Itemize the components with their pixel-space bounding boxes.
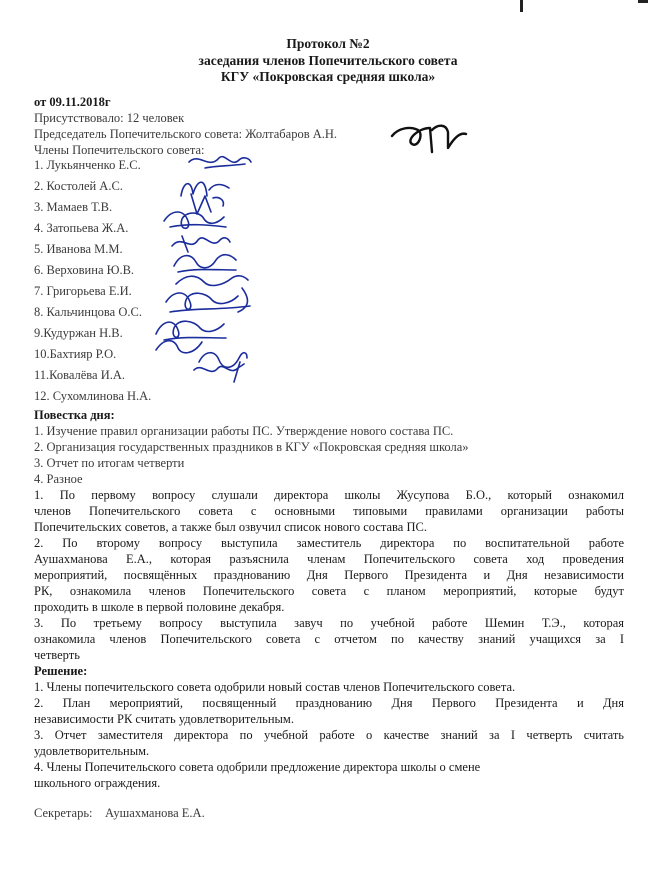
agenda-item: 2. Организация государственных праздников в КГУ «Покровская средняя школа» bbox=[34, 440, 469, 454]
attendance-count: Присутствовало: 12 человек bbox=[34, 111, 185, 125]
decision-item: независимости РК считать удовлетворительным. bbox=[34, 712, 294, 726]
paragraph-line: членов Попечительского совета с основными типовыми правилами организации работы bbox=[34, 504, 624, 518]
paragraph-line: проходить в школе в первой половине декабря. bbox=[34, 600, 285, 614]
members-heading: Члены Попечительского совета: bbox=[34, 143, 205, 157]
member-item: 1. Лукьянченко Е.С. bbox=[34, 158, 141, 172]
paragraph-line: 1. По первому вопросу слушали директора школы Жусупова Б.О., который ознакомил bbox=[34, 488, 624, 502]
organization-name: КГУ «Покровская средняя школа» bbox=[220, 69, 436, 84]
document-header bbox=[0, 36, 656, 86]
decision-item: 2. План мероприятий, посвященный празднованию Дня Первого Президента и Дня bbox=[34, 696, 624, 710]
decision-item: 1. Члены попечительского совета одобрили новый состав членов Попечительского совета. bbox=[34, 680, 516, 694]
scan-speck bbox=[638, 0, 648, 3]
protocol-subtitle: заседания членов Попечительского совета bbox=[198, 52, 458, 68]
agenda-item: 1. Изучение правил организации работы ПС. Утверждение нового состава ПС. bbox=[34, 424, 454, 438]
member-item: 2. Костолей А.С. bbox=[34, 179, 123, 193]
chairman-signature bbox=[388, 118, 468, 158]
member-signature-12 bbox=[190, 358, 250, 384]
decision-heading: Решение: bbox=[34, 664, 88, 678]
member-item: 3. Мамаев Т.В. bbox=[34, 200, 113, 214]
member-item: 7. Григорьева Е.И. bbox=[34, 284, 132, 298]
decision-item: 3. Отчет заместителя директора по учебной работе о качестве знаний за I четверть считать bbox=[34, 728, 624, 742]
paragraph-line: 3. По третьему вопросу выступила завуч по учебной работе Шемин Т.Э., которая bbox=[34, 616, 624, 630]
paragraph-line: ознакомила членов Попечительского совета с отчетом по качеству знаний учащихся за I bbox=[34, 632, 624, 646]
member-item: 10.Бахтияр Р.О. bbox=[34, 347, 117, 361]
chairman-line: Председатель Попечительского совета: Жолтабаров А.Н. bbox=[34, 127, 338, 141]
paragraph-line: четверть bbox=[34, 648, 80, 662]
member-item: 12. Сухомлинова Н.А. bbox=[34, 389, 152, 403]
protocol-title: Протокол №2 bbox=[286, 36, 370, 51]
paragraph-line: Попечительских советов, а также был озвучил список нового состава ПС. bbox=[34, 520, 427, 534]
decision-item: удовлетворительным. bbox=[34, 744, 150, 758]
paragraph-line: 2. По второму вопросу выступила заместитель директора по воспитательной работе bbox=[34, 536, 624, 550]
member-item: 9.Кудуржан Н.В. bbox=[34, 326, 123, 340]
member-item: 5. Иванова М.М. bbox=[34, 242, 123, 256]
agenda-item: 4. Разное bbox=[34, 472, 83, 486]
decision-item: школьного ограждения. bbox=[34, 776, 161, 790]
agenda-item: 3. Отчет по итогам четверти bbox=[34, 456, 185, 470]
decision-item: 4. Члены Попечительского совета одобрили предложение директора школы о смене bbox=[34, 760, 481, 774]
scan-speck bbox=[520, 0, 523, 12]
member-item: 8. Кальчинцова О.С. bbox=[34, 305, 142, 319]
paragraph-line: Аушахманова Е.А., которая разъяснила членам Попечительского совета ход проведения bbox=[34, 552, 624, 566]
paragraph-line: мероприятий, посвящённых празднованию Дня Первого Президента и Дня независимости bbox=[34, 568, 624, 582]
secretary-line: Секретарь: Аушахманова Е.А. bbox=[34, 806, 205, 820]
member-item: 11.Ковалёва И.А. bbox=[34, 368, 126, 382]
protocol-date: от 09.11.2018г bbox=[34, 95, 111, 109]
member-signature-1 bbox=[185, 148, 255, 174]
agenda-heading: Повестка дня: bbox=[34, 408, 115, 422]
member-item: 6. Верховина Ю.В. bbox=[34, 263, 135, 277]
member-item: 4. Затопьева Ж.А. bbox=[34, 221, 129, 235]
paragraph-line: РК, ознакомила членов Попечительского совета с планом мероприятий, которые будут bbox=[34, 584, 624, 598]
